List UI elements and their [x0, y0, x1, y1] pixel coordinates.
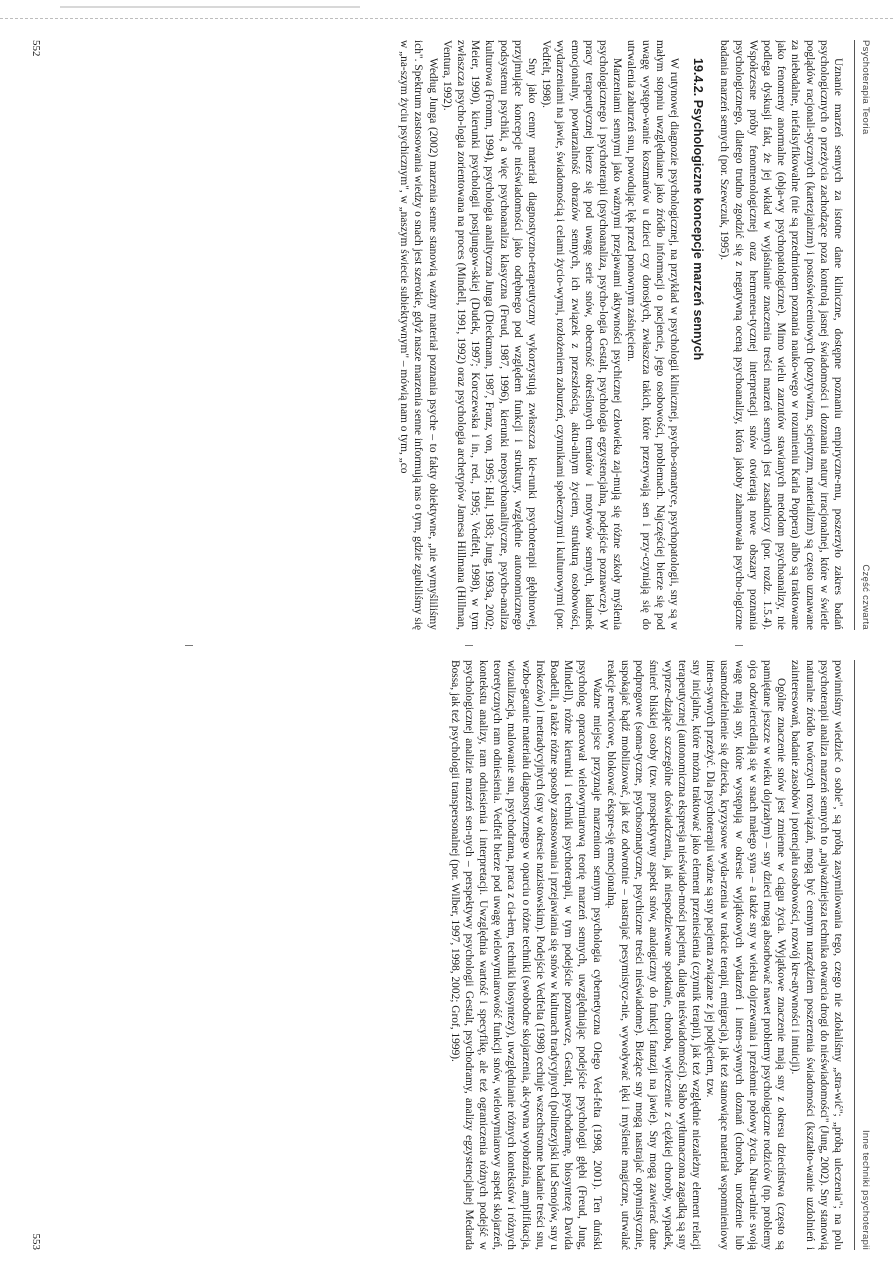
right-running-header — [854, 660, 871, 1250]
section-heading: 19.4.2. Psychologiczne koncepcje marzeń sennych — [691, 58, 706, 361]
left-header-part: Część czwarta — [860, 564, 871, 630]
scan-tick-mark — [735, 645, 743, 646]
left-page — [0, 40, 893, 630]
scan-tick-mark — [185, 645, 193, 646]
paragraph: sny inicjalne, które można traktować jako element przeniesienia (czynnik terapii), jak też względnie niezależny element relacji terapeutycznej (autonomiczna ekspresja nieświado-mości pacjenta, dialog nieświadomości). Słabo wytłumaczona zagadką są sny wyprze-dzające szczególne doświadczenia, jak niespodziewane spotkanie, choroba, wyleczenie z ciężkiej choroby, wypadek, śmierć bliskiej osoby (tzw. prospektywny aspekt snów, analogiczny do funkcji fantazji na jawie). Sny mogą zawierać dane podprogowe (soma-tyczne, psychosomatyczne, psychiczne treści nieświadome). Bieżące sny mogą nastrajać optymistycznie, uspokajać bądź mobilizować, jak też odwrotnie – nastrajać pesymistycz-nie, wywoływać lęki i myślenie magiczne, utrwalać reakcje nerwicowe, blokować ekspre-sję emocjonalną. — [604, 660, 702, 1250]
page-number: 552 — [30, 40, 42, 57]
paragraph: Marzeniami sennymi jako ważnymi przejawami aktywności psychicznej człowieka zaj-mują się różne szkoły myślenia psychologicznego i psychoterapii (psychoanaliza, psycho-logia Gestalt, psychologia egzystencjalna, podejście poznawcze). W pracy terapeutycznej bierze się pod uwagę serie snów, obecność określonych tematów i motywów sennych, ładunek emocjonalny, powtarzalność obrazów sennych, ich związek z przeszłością, aktu-alnym życiem, strukturą osobowości, wydarzeniami na jawie, świadomością i celami życio-wymi, rozłożeniem zaburzeń, czynnikami społecznymi i kulturowymi (por. Vedfelt, 1998). — [540, 40, 624, 630]
left-running-header — [854, 40, 871, 630]
paragraph: powinniśmy wiedzieć o sobie", są próbą zasymilowania tego, czego nie zdołaliśmy „stra-wić"; „próbą uleczenia"; na polu psychoterapii analiza marzeń sennych to „najważniejsza technika otwarcia drogi do nieświadomości" (Jung, 2002). Sny stanowią naturalne źródło twórczych rozwiązań, mogą być cennym narzędziem poszerzenia świadomości (kształto-wanie uzdolnień i zainteresowań, badanie zasobów i potencjału osobowości, rozwój kre-atywności i intuicji). — [789, 660, 844, 1250]
left-header-title: Psychoterapia Teoria — [860, 40, 871, 135]
left-page-body — [60, 40, 845, 630]
paragraph: Sny jako cenny materiał diagnostyczno-terapeutyczny wykorzystują zwłaszcza kie-runki psychoterapii głębinowej, przyjmujące koncepcje nieświadomości jako odrębnego pod względem funkcji i struktury, względnie autonomicznego podsystemu psychiki, a więc psychoanaliza klasyczna (Freud, 1987, 1996), kierunki neopsychoanalityczne, psycho-analiza kulturowa (Fromm, 1994), psychologia analityczna Junga (Dieckmann, 1987, Franz, von, 1995; Hall, 1983; Jung, 1993a, 2002; Meier, 1990), kierunki psychologii postjungow-skiej (Dudek, 1997; Korczewska i in., red., 1995; Vedfelt, 1998), w tym zwłaszcza psycho-logia zorientowana na proces (Mindell, 1991, 1992) oraz psychologia archetypów Jamesa Hillmana (Hillman, Ventura, 1992). — [440, 40, 538, 630]
paragraph: Ogólne znaczenie snów jest zmienne w ciągu życia. Wyjątkowe znaczenie mają sny z okresu dzieciństwa (często są pamiętane jeszcze w wieku dojrzałym) – sny dzieci mogą absorbować nawet problemy psychologiczne rodziców (np. problemy ojca odzwierciedlają się w snach małego syna – a także sny w wieku dojrzewania i przełomie połowy życia. Natu-ralnie swoją wagę mają sny, które występują w okresie wyjątkowych wydarzeń i inten-sywnych doznań (choroba, urodzenie lub usamodzielnienie się dziecka, kryzysowe wyda-rzenia w trakcie terapii, emigracja), jak też stanowiące materiał wspomnieniowy inten-sywnych przeżyć. Dla psychoterapii ważne są sny pacjenta związane z jej podjęciem, tzw. — [704, 660, 788, 1250]
paragraph: W rutynowej diagnozie psychologicznej, na przykład w psychologii klinicznej, psycho-somatyce, psychopatologii, sny są w małym stopniu uwzględniane jako źródło informacji o pacjencie, jego osobowości, problemach. Najczęściej bierze się pod uwagę występo-wanie koszmarów u dzieci czy dorosłych, zwłaszcza takich, które przerywają sen i przy-czyniają się do utrwalenia zaburzeń snu, powodując lęk przed ponownym zaśnięciem. — [625, 40, 680, 630]
right-page — [0, 660, 893, 1250]
paragraph: Uznanie marzeń sennych za istotne dane kliniczne, dostępne poznaniu empiryczne-mu, poszerzyło zakres badań psychologicznych o przeżycia zachodzące poza kontrolą jasnej świadomości i doznania natury irracjonalnej, które w świetle poglądów racjonali-stycznych (kartezjanizm) i postoświeceniowych (pozytywizm, scjentyzm, materializm) są często uznawane za niebadalne, niefalsyfikowalne (nie są przedmiotem poznania nauko-wego w rozumieniu Karla Poppera) albo są traktowane jako fenomeny anormalne (obja-wy psychopatologiczne). Mimo wielu zarzutów stawianych metodom psychoanalizy, nie podlega dyskusji fakt, że jej wkład w wyjaśnianie znaczenia treści marzeń sennych jest zasadniczy (por. rozdz. 1.5.4). Współczesne próby fenomenologicznej oraz hermeneu-tycznej interpretacji snów otwierają nowe obszary poznania psychologicznego, dlatego trudno zgodzić się z negatywną oceną psychoanalizy, która jakoby zahamowała psycho-logiczne badania marzeń sennych (por. Szewczuk, 1995). — [718, 40, 844, 630]
page-number: 553 — [30, 1233, 42, 1250]
scan-tick-mark — [465, 645, 473, 646]
paragraph: Ważne miejsce przyznaje marzeniom sennym psychologia cybernetyczna Olego Ved-felta (1998, 2001). Ten duński psycholog opracował wielowymiarową teorię marzeń sennych, uwzględniając podejście psychologii głębi (Freud, Jung, Mindell), różne kierunki i techniki psychoterapii, w tym podejście poznawcze, Gestalt, psychodramę, biosyntezę Davida Boadelli, a także różne sposoby zastosowania i przejawiania się snów w kulturach tradycyjnych (polinezyjski lud Senojów, sny u Irokezów) i metradycyjnych (sny w okresie nazistowskim). Podejście Vedfelta (1998) cechuje wszechstronne badanie treści snu, wzbo-gacanie materiału diagnostycznego w oparciu o różne techniki (swobodne skojarzenia, ak-tywna wyobraźnia, amplifikacja, wizualizacja, malowanie snu, psychodrama, praca z cia-łem, techniki biosyntezy), uwzględnianie różnych kontekstów i różnych teoretycznych ram odniesienia. Vedfelt bierze pod uwagę wielowymiarowość funkcji snów, wielowymiarowy aspekt skojarzeń, kontekstu analizy, ram odniesienia i interpretacji. Uwzględnia wartość i specyfikę, ale też ograniczenia różnych podejść w psychologicznej analizie marzeń sen-nych – perspektywy psychologii Gestalt, psychodramy, analizy egzystencjalnej Medarda Bossa, jak też psychologii transpersonalnej (por. Wilber, 1997, 1998, 2002; Grof, 1999). — [448, 660, 603, 1250]
paragraph: Według Junga (2002) marzenia senne stanowią ważny materiał poznania psyche – to fakty obiektywne, „nie wymyśliliśmy ich". Spektrum zastosowania wiedzy o snach jest szerokie, gdyż nasze marzenia senne informują nas o tym, gdzie zgubiliśmy się w „na-szym życiu psychicznym", w „naszym świecie subiektywnym" – mówią nam o tym, „co — [398, 40, 439, 630]
right-header-title: Inne techniki psychoterapii — [860, 1129, 871, 1250]
right-page-body — [60, 660, 845, 1250]
